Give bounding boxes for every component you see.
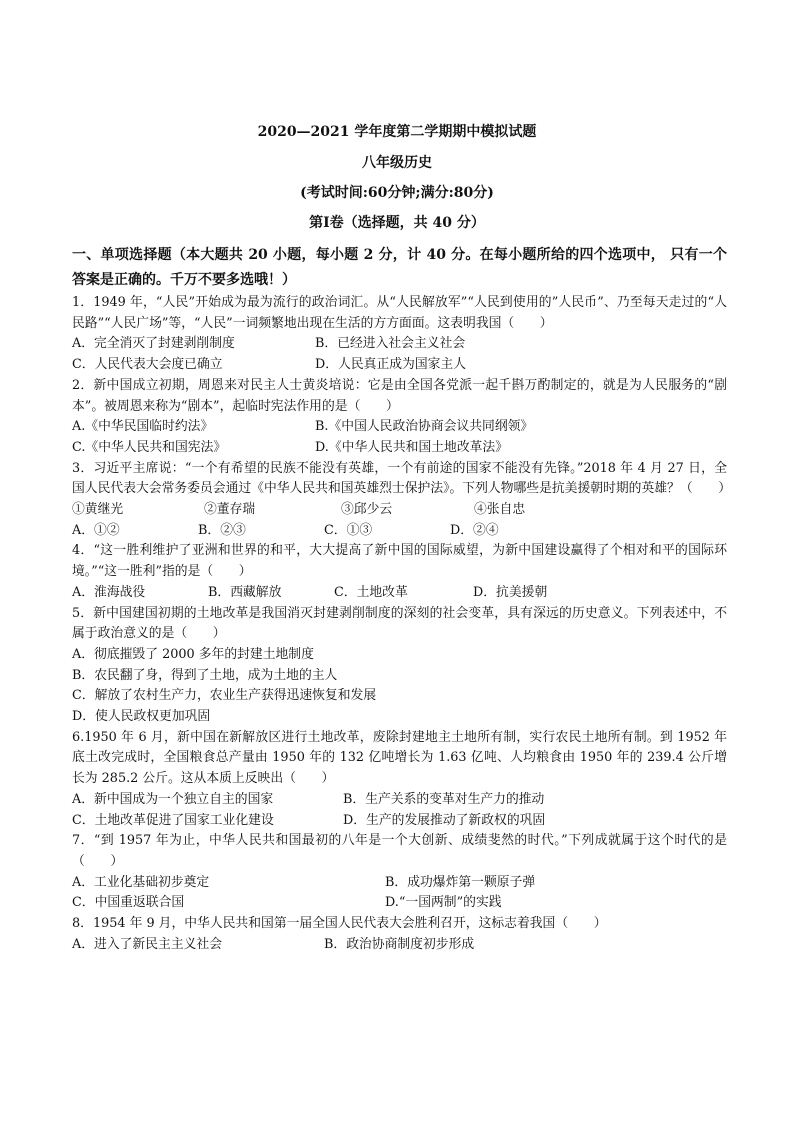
option-c: C．土地改革: [334, 584, 408, 600]
option-b: B.《中国人民政治协商会议共同纲领》: [315, 419, 534, 435]
options: [72, 583, 727, 604]
question-stem: 4．“这一胜利维护了亚洲和世界的和平，大大提高了新中国的国际威望，为新中国建设赢得了个相对和平的国际环境。”“这一胜利”指的是（ ）: [72, 543, 727, 580]
option-c: C．中国重返联合国: [72, 895, 185, 911]
question-3: [72, 459, 732, 542]
question-stem: 3．习近平主席说：“一个有希望的民族不能没有英雄，一个有前途的国家不能没有先锋。”2018 年 4 月 27 日，全国人民代表大会常务委员会通过《中华人民共和国英雄烈士保护法》。下列人物哪些是抗美援朝时期的英雄？（ ）: [72, 460, 732, 497]
exam-body: [72, 243, 732, 956]
option-b: B．②③: [198, 522, 246, 538]
subject-title: 八年级历史: [362, 155, 432, 171]
question-4: [72, 541, 727, 603]
option-a: A.《中华民国临时约法》: [72, 419, 214, 435]
option-a: A．进入了新民主主义社会: [72, 936, 223, 952]
option-d: D.《中华人民共和国土地改革法》: [315, 439, 509, 455]
exam-title: 2020—2021 学年度第二学期期中模拟试题: [257, 124, 537, 140]
question-5: [72, 604, 727, 728]
exam-info: (考试时间:60分钟;满分:80分): [300, 185, 494, 201]
question-7: [72, 831, 727, 914]
option-b: B．生产关系的变革对生产力的推动: [343, 791, 545, 807]
question-stem: 6.1950 年 6 月，新中国在新解放区进行土地改革，废除封建地主土地所有制，实行农民土地所有制。到 1952 年底土改完成时，全国粮食总产量由 1950 年的 132 亿吨增长为 1.63 亿吨、人均粮食由 1950 年的 239.4 公斤增长为 285.2 公斤。这从本质上反映出（ ）: [72, 729, 727, 787]
option-d: D．使人民政权更加巩固: [72, 709, 211, 725]
question-8: [72, 914, 727, 955]
option-b: B．农民翻了身，得到了土地，成为土地的主人: [72, 667, 338, 683]
option-d: D．②④: [450, 522, 499, 538]
options: [72, 935, 727, 956]
options: [72, 645, 727, 728]
option-b: B．已经进入社会主义社会: [315, 336, 466, 352]
option-c: C.《中华人民共和国宪法》: [72, 439, 227, 455]
option-c: C．人民代表大会度已确立: [72, 357, 223, 373]
option-c: C．①③: [324, 522, 373, 538]
options: [72, 790, 727, 831]
option-a: A．工业化基础初步奠定: [72, 874, 210, 890]
section-title: 一、单项选择题（本大题共 20 小题，每小题 2 分，计 40 分。在每小题所给的四个选项中， 只有一个答案是正确的。千万不要多选哦！）: [72, 247, 727, 288]
question-stem: 5．新中国建国初期的土地改革是我国消灭封建剥削制度的深刻的社会变革，具有深远的历史意义。下列表述中，不属于政治意义的是（ ）: [72, 605, 727, 642]
question-stem: 1．1949 年，“人民”开始成为最为流行的政治词汇。从“人民解放军”“人民到使用的”人民币”、乃至每天走过的“人民路”“人民广场”等，“人民”一词频繁地出现在生活的方方面面。这表明我国（ ）: [72, 295, 727, 331]
option-a: A．①②: [72, 522, 120, 538]
item-1: ①黄继光: [72, 502, 124, 518]
question-6: [72, 728, 727, 832]
item-4: ④张自忠: [474, 502, 526, 518]
question-1: [72, 293, 727, 376]
option-d: D．生产的发展推动了新政权的巩固: [343, 812, 546, 828]
item-3: ③邱少云: [341, 502, 393, 518]
options: [72, 417, 727, 458]
option-c: C．土地改革促进了国家工业化建设: [72, 812, 274, 828]
options: [72, 334, 727, 375]
numbered-items: [72, 500, 727, 521]
option-d: D．人民真正成为国家主人: [315, 357, 467, 373]
item-2: ②董存瑞: [204, 502, 256, 518]
option-b: B．成功爆炸第一颗原子弹: [385, 874, 536, 890]
question-stem: 8．1954 年 9 月，中华人民共和国第一届全国人民代表大会胜利召开，这标志着我国（ ）: [72, 916, 607, 932]
option-b: B．西藏解放: [208, 584, 282, 600]
option-a: A．新中国成为一个独立自主的国家: [72, 791, 274, 807]
question-stem: 7．“到 1957 年为止，中华人民共和国最初的八年是一个大创新、成绩斐然的时代。”下列成就属于这个时代的是（ ）: [72, 833, 727, 869]
question-2: [72, 376, 727, 459]
options: [72, 873, 727, 914]
option-a: A．彻底摧毁了 2000 多年的封建土地制度: [72, 646, 314, 662]
option-b: B．政治协商制度初步形成: [324, 936, 475, 952]
option-a: A．完全消灭了封建剥削制度: [72, 336, 235, 352]
option-d: D．抗美援朝: [473, 584, 548, 600]
options: [72, 521, 727, 542]
option-c: C．解放了农村生产力，农业生产获得迅速恢复和发展: [72, 688, 377, 704]
option-a: A．淮海战役: [72, 584, 146, 600]
volume-title: 第Ⅰ卷（选择题，共 40 分）: [309, 215, 485, 231]
question-stem: 2．新中国成立初期，周恩来对民主人士黄炎培说：它是由全国各党派一起千斟万酌制定的，就是为人民服务的“剧本”。被周恩来称为“剧本”，起临时宪法作用的是（ ）: [72, 377, 727, 414]
option-d: D.“一国两制”的实践: [385, 895, 502, 911]
